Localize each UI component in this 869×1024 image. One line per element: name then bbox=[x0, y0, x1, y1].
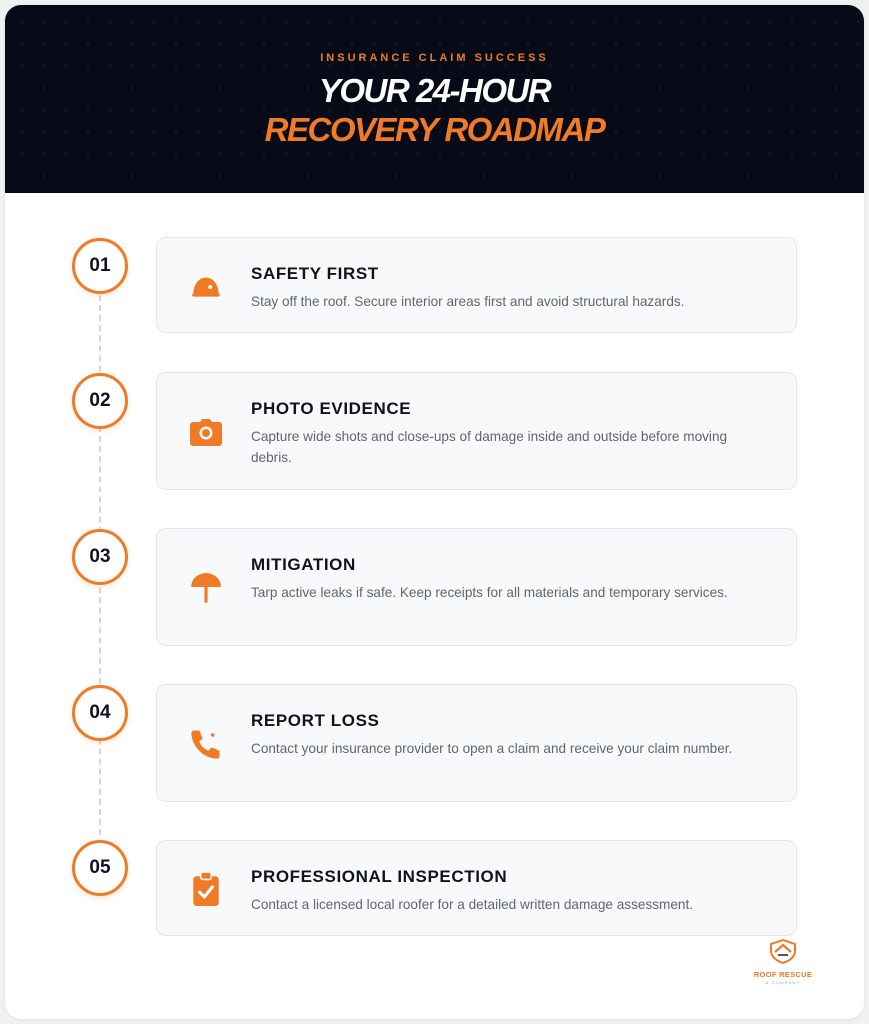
roof-shield-logo-icon bbox=[768, 938, 798, 964]
header-banner bbox=[5, 5, 864, 193]
step-number-badge: 04 bbox=[72, 685, 128, 741]
hard-hat-icon bbox=[185, 265, 227, 307]
step-number-badge: 01 bbox=[72, 238, 128, 294]
step-description: Tarp active leaks if safe. Keep receipts for all materials and temporary services. bbox=[251, 585, 728, 600]
step-card-report-loss bbox=[156, 684, 797, 802]
step-card-professional-inspection bbox=[156, 840, 797, 936]
step-title: MITIGATION bbox=[251, 555, 356, 574]
clipboard-check-icon bbox=[185, 868, 227, 910]
step-description: Contact a licensed local roofer for a detailed written damage assessment. bbox=[251, 897, 694, 912]
camera-icon bbox=[185, 411, 227, 453]
step-card-mitigation bbox=[156, 528, 797, 646]
header-title-line2: RECOVERY ROADMAP bbox=[264, 111, 605, 148]
logo-tagline: A COMPANY bbox=[765, 980, 801, 985]
step-number-badge: 05 bbox=[72, 840, 128, 896]
phone-icon bbox=[185, 723, 227, 765]
step-title: PHOTO EVIDENCE bbox=[251, 399, 412, 418]
header-title-line1: YOUR 24-HOUR bbox=[318, 72, 551, 109]
company-logo bbox=[735, 938, 831, 998]
step-description: Contact your insurance provider to open a claim and receive your claim number. bbox=[251, 741, 733, 756]
step-title: REPORT LOSS bbox=[251, 711, 380, 730]
step-description: Stay off the roof. Secure interior areas first and avoid structural hazards. bbox=[251, 294, 685, 309]
step-number-badge: 03 bbox=[72, 529, 128, 585]
step-number-badge: 02 bbox=[72, 373, 128, 429]
logo-name: ROOF RESCUE bbox=[753, 970, 813, 979]
header-eyebrow: INSURANCE CLAIM SUCCESS bbox=[320, 52, 549, 64]
step-title: SAFETY FIRST bbox=[251, 264, 379, 283]
step-title: PROFESSIONAL INSPECTION bbox=[251, 867, 508, 886]
umbrella-icon bbox=[185, 567, 227, 609]
infographic-card bbox=[5, 5, 864, 1019]
step-card-photo-evidence bbox=[156, 372, 797, 490]
step-description: Capture wide shots and close-ups of damage inside and outside before moving debris. bbox=[251, 429, 728, 465]
step-card-safety-first bbox=[156, 237, 797, 333]
